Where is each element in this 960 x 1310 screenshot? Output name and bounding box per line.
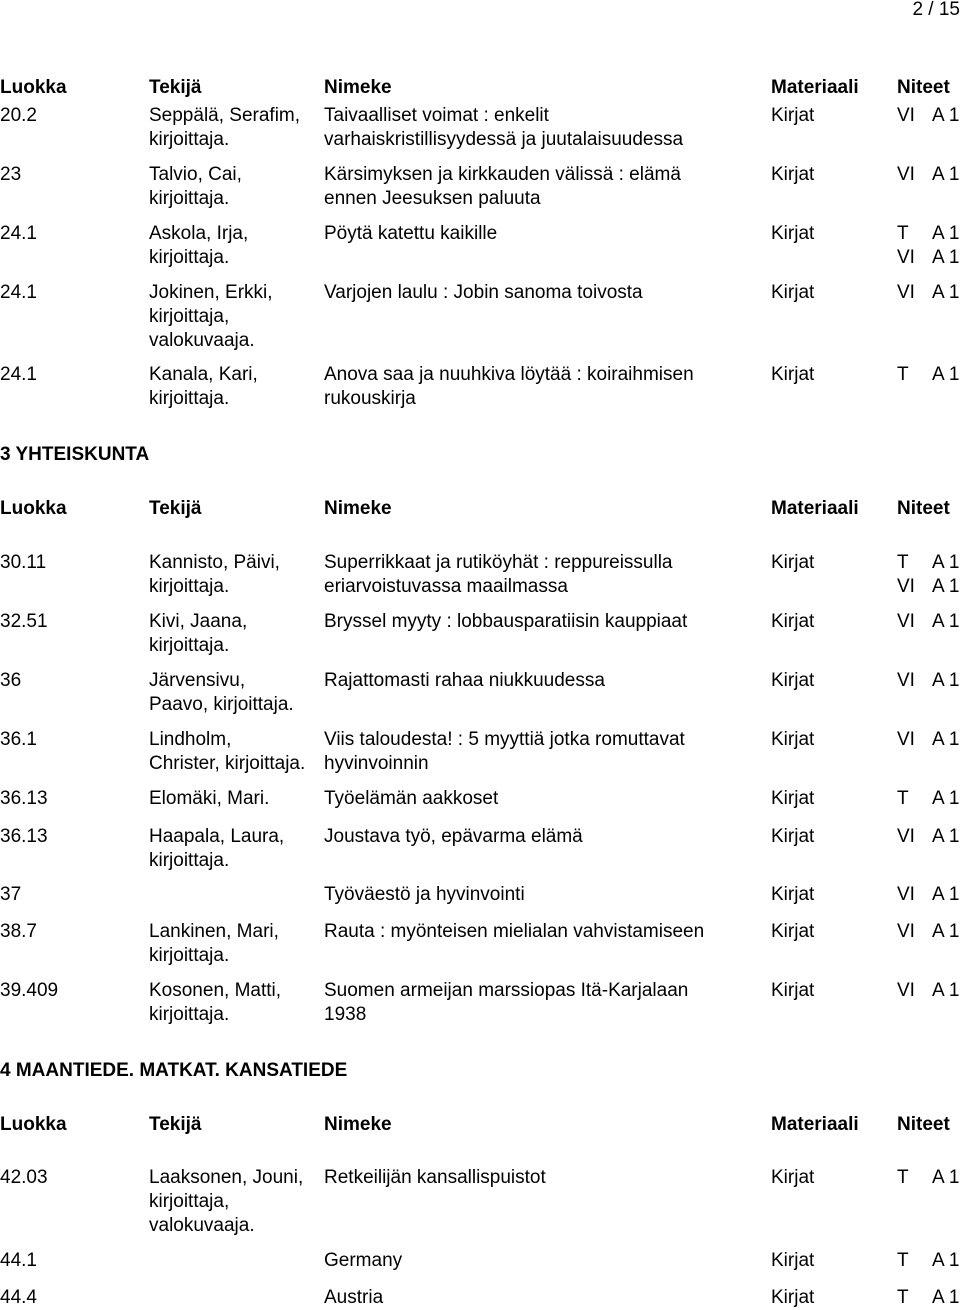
copy-line (897, 222, 960, 246)
copy-location: VI (897, 164, 915, 185)
header-luokka: Luokka (0, 1114, 67, 1135)
title-line: Superrikkaat ja rutiköyhät : reppureissulla (324, 552, 673, 573)
cell-nimeke (324, 728, 685, 776)
copy-location: VI (897, 670, 915, 691)
title-line: Retkeilijän kansallispuistot (324, 1167, 546, 1188)
author-line: kirjoittaja. (149, 1004, 230, 1025)
cell-nimeke (324, 787, 498, 811)
author-line: kirjoittaja, (149, 1191, 230, 1212)
header-niteet: Niteet (897, 1114, 950, 1135)
copy-line (897, 728, 960, 752)
cell-niteet (897, 1249, 960, 1273)
author-line: Kannisto, Päivi, (149, 552, 280, 573)
cell-niteet (897, 920, 960, 944)
cell-tekija (149, 787, 269, 811)
cell-nimeke (324, 883, 525, 907)
header-nimeke: Nimeke (324, 1114, 392, 1135)
cell-tekija (149, 979, 281, 1027)
copy-location: T (897, 552, 909, 573)
copy-location: VI (897, 826, 915, 847)
copy-count: A 1 (932, 980, 960, 1001)
author-line: kirjoittaja. (149, 635, 230, 656)
page-number: 2 / 15 (912, 0, 960, 20)
cell-niteet (897, 163, 960, 187)
copy-location: VI (897, 884, 915, 905)
author-line: Talvio, Cai, (149, 164, 242, 185)
title-line: varhaiskristillisyydessä ja juutalaisuudessa (324, 129, 684, 150)
copy-count: A 1 (932, 105, 960, 126)
header-niteet: Niteet (897, 77, 950, 98)
copy-line (897, 610, 960, 634)
cell-materiaali: Kirjat (771, 282, 815, 303)
author-line: kirjoittaja. (149, 247, 230, 268)
copy-line (897, 551, 960, 575)
author-line: Laaksonen, Jouni, (149, 1167, 304, 1188)
cell-nimeke (324, 920, 704, 944)
author-line: Elomäki, Mari. (149, 788, 270, 809)
cell-nimeke (324, 669, 605, 693)
cell-luokka: 44.4 (0, 1287, 37, 1308)
copy-line (897, 669, 960, 693)
column-header-row (0, 76, 960, 100)
copy-line (897, 246, 960, 270)
cell-materiaali: Kirjat (771, 1167, 815, 1188)
title-line: rukouskirja (324, 388, 416, 409)
copy-line (897, 825, 960, 849)
title-line: Joustava työ, epävarma elämä (324, 826, 583, 847)
copy-location: VI (897, 980, 915, 1001)
header-materiaali: Materiaali (771, 1114, 859, 1135)
title-line: Kärsimyksen ja kirkkauden välissä : elämä (324, 164, 681, 185)
author-line: kirjoittaja. (149, 388, 230, 409)
copy-count: A 1 (932, 921, 960, 942)
cell-nimeke (324, 610, 687, 634)
cell-niteet (897, 610, 960, 634)
cell-tekija (149, 825, 284, 873)
copy-count: A 1 (932, 1250, 960, 1271)
cell-niteet (897, 363, 960, 387)
title-line: Rajattomasti rahaa niukkuudessa (324, 670, 605, 691)
column-header-row (0, 1113, 960, 1137)
author-line: Seppälä, Serafim, (149, 105, 301, 126)
author-line: Paavo, kirjoittaja. (149, 694, 294, 715)
cell-nimeke (324, 104, 683, 152)
title-line: Työelämän aakkoset (324, 788, 499, 809)
author-line: Kosonen, Matti, (149, 980, 282, 1001)
cell-materiaali: Kirjat (771, 884, 815, 905)
author-line: valokuvaaja. (149, 330, 255, 351)
title-line: Suomen armeijan marssiopas Itä-Karjalaan (324, 980, 689, 1001)
cell-materiaali: Kirjat (771, 552, 815, 573)
copy-location: VI (897, 247, 915, 268)
cell-niteet (897, 551, 960, 599)
cell-materiaali: Kirjat (771, 364, 815, 385)
header-materiaali: Materiaali (771, 498, 859, 519)
title-line: Rauta : myönteisen mielialan vahvistamiseen (324, 921, 705, 942)
author-line: kirjoittaja, (149, 306, 230, 327)
title-line: Varjojen laulu : Jobin sanoma toivosta (324, 282, 643, 303)
cell-tekija (149, 551, 280, 599)
header-tekija: Tekijä (149, 77, 202, 98)
cell-materiaali: Kirjat (771, 105, 815, 126)
copy-count: A 1 (932, 282, 960, 303)
author-line: Lindholm, (149, 729, 232, 750)
title-line: 1938 (324, 1004, 367, 1025)
copy-location: VI (897, 105, 915, 126)
cell-niteet (897, 1166, 960, 1190)
cell-tekija (149, 610, 247, 658)
cell-niteet (897, 728, 960, 752)
cell-luokka: 37 (0, 884, 22, 905)
title-line: Bryssel myyty : lobbausparatiisin kauppiaat (324, 611, 688, 632)
cell-luokka: 38.7 (0, 921, 37, 942)
cell-materiaali: Kirjat (771, 164, 815, 185)
title-line: Anova saa ja nuuhkiva löytää : koiraihmisen (324, 364, 694, 385)
copy-count: A 1 (932, 826, 960, 847)
cell-niteet (897, 825, 960, 849)
author-line: Haapala, Laura, (149, 826, 285, 847)
cell-materiaali: Kirjat (771, 921, 815, 942)
copy-count: A 1 (932, 611, 960, 632)
author-line: kirjoittaja. (149, 945, 230, 966)
cell-luokka: 32.51 (0, 611, 48, 632)
cell-materiaali: Kirjat (771, 788, 815, 809)
copy-line (897, 883, 960, 907)
copy-location: VI (897, 282, 915, 303)
title-line: Austria (324, 1287, 384, 1308)
cell-materiaali: Kirjat (771, 826, 815, 847)
header-tekija: Tekijä (149, 1114, 202, 1135)
author-line: Kanala, Kari, (149, 364, 258, 385)
header-tekija: Tekijä (149, 498, 202, 519)
cell-nimeke (324, 363, 694, 411)
author-line: kirjoittaja. (149, 129, 230, 150)
header-luokka: Luokka (0, 498, 67, 519)
cell-luokka: 36.13 (0, 788, 48, 809)
copy-line (897, 363, 960, 387)
copy-line (897, 787, 960, 811)
cell-niteet (897, 787, 960, 811)
cell-tekija (149, 1166, 303, 1238)
cell-tekija (149, 728, 305, 776)
cell-nimeke (324, 1166, 546, 1190)
copy-line (897, 104, 960, 128)
copy-count: A 1 (932, 164, 960, 185)
author-line: valokuvaaja. (149, 1215, 255, 1236)
copy-location: T (897, 364, 909, 385)
cell-materiaali: Kirjat (771, 223, 815, 244)
copy-location: T (897, 788, 909, 809)
header-nimeke: Nimeke (324, 77, 392, 98)
title-line: ennen Jeesuksen paluuta (324, 188, 541, 209)
author-line: Askola, Irja, (149, 223, 249, 244)
cell-materiaali: Kirjat (771, 729, 815, 750)
cell-nimeke (324, 163, 681, 211)
cell-niteet (897, 979, 960, 1003)
cell-luokka: 42.03 (0, 1167, 48, 1188)
copy-location: T (897, 1167, 909, 1188)
title-line: hyvinvoinnin (324, 753, 429, 774)
cell-nimeke (324, 979, 688, 1027)
cell-materiaali: Kirjat (771, 1287, 815, 1308)
title-line: Viis taloudesta! : 5 myyttiä jotka romuttavat (324, 729, 685, 750)
cell-nimeke (324, 1249, 402, 1273)
cell-tekija (149, 222, 248, 270)
copy-count: A 1 (932, 576, 960, 597)
copy-location: VI (897, 611, 915, 632)
header-materiaali: Materiaali (771, 77, 859, 98)
cell-nimeke (324, 281, 643, 305)
cell-luokka: 20.2 (0, 105, 37, 126)
cell-nimeke (324, 1286, 383, 1310)
copy-location: VI (897, 729, 915, 750)
copy-count: A 1 (932, 788, 960, 809)
title-line: Taivaalliset voimat : enkelit (324, 105, 549, 126)
author-line: Lankinen, Mari, (149, 921, 279, 942)
copy-location: T (897, 1250, 909, 1271)
copy-count: A 1 (932, 223, 960, 244)
cell-materiaali: Kirjat (771, 1250, 815, 1271)
cell-niteet (897, 281, 960, 305)
cell-tekija (149, 920, 279, 968)
copy-location: VI (897, 921, 915, 942)
copy-line (897, 979, 960, 1003)
copy-location: VI (897, 576, 915, 597)
cell-luokka: 24.1 (0, 364, 37, 385)
copy-count: A 1 (932, 1167, 960, 1188)
author-line: Jokinen, Erkki, (149, 282, 273, 303)
header-nimeke: Nimeke (324, 498, 392, 519)
cell-materiaali: Kirjat (771, 980, 815, 1001)
copy-count: A 1 (932, 884, 960, 905)
section-title: 3 YHTEISKUNTA (0, 444, 150, 465)
copy-count: A 1 (932, 364, 960, 385)
copy-line (897, 1166, 960, 1190)
copy-line (897, 281, 960, 305)
cell-nimeke (324, 551, 673, 599)
copy-line (897, 1286, 960, 1310)
author-line: Järvensivu, (149, 670, 246, 691)
cell-materiaali: Kirjat (771, 670, 815, 691)
column-header-row (0, 497, 960, 521)
cell-luokka: 23 (0, 164, 22, 185)
title-line: Pöytä katettu kaikille (324, 223, 498, 244)
cell-luokka: 24.1 (0, 223, 37, 244)
cell-niteet (897, 669, 960, 693)
cell-tekija (149, 281, 273, 353)
author-line: kirjoittaja. (149, 850, 230, 871)
title-line: Germany (324, 1250, 403, 1271)
cell-tekija (149, 363, 258, 411)
copy-count: A 1 (932, 729, 960, 750)
copy-line (897, 920, 960, 944)
copy-location: T (897, 223, 909, 244)
author-line: Kivi, Jaana, (149, 611, 248, 632)
cell-luokka: 39.409 (0, 980, 59, 1001)
title-line: Työväestö ja hyvinvointi (324, 884, 525, 905)
header-niteet: Niteet (897, 498, 950, 519)
cell-materiaali: Kirjat (771, 611, 815, 632)
cell-niteet (897, 222, 960, 270)
header-luokka: Luokka (0, 77, 67, 98)
cell-nimeke (324, 825, 583, 849)
cell-luokka: 30.11 (0, 552, 47, 573)
cell-luokka: 24.1 (0, 282, 37, 303)
author-line: Christer, kirjoittaja. (149, 753, 306, 774)
cell-niteet (897, 104, 960, 128)
cell-tekija (149, 163, 242, 211)
copy-count: A 1 (932, 670, 960, 691)
cell-luokka: 44.1 (0, 1250, 37, 1271)
copy-count: A 1 (932, 247, 960, 268)
cell-niteet (897, 1286, 960, 1310)
copy-line (897, 1249, 960, 1273)
author-line: kirjoittaja. (149, 188, 230, 209)
cell-luokka: 36 (0, 670, 22, 691)
copy-count: A 1 (932, 1287, 960, 1308)
cell-luokka: 36.1 (0, 729, 37, 750)
cell-niteet (897, 883, 960, 907)
copy-line (897, 575, 960, 599)
title-line: eriarvoistuvassa maailmassa (324, 576, 568, 597)
cell-tekija (149, 669, 294, 717)
copy-location: T (897, 1287, 909, 1308)
section-title: 4 MAANTIEDE. MATKAT. KANSATIEDE (0, 1060, 348, 1081)
cell-nimeke (324, 222, 497, 246)
copy-line (897, 163, 960, 187)
author-line: kirjoittaja. (149, 576, 230, 597)
cell-luokka: 36.13 (0, 826, 48, 847)
cell-tekija (149, 104, 300, 152)
copy-count: A 1 (932, 552, 960, 573)
